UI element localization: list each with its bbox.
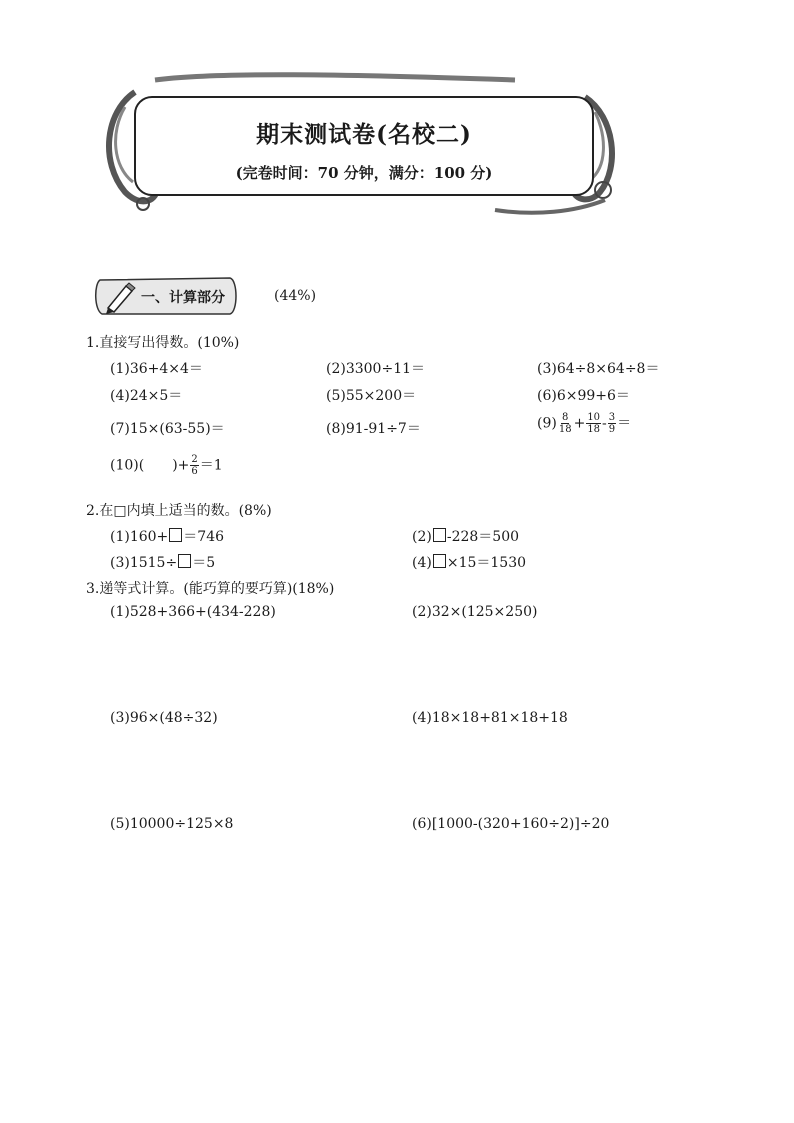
q3-item-6: (6)[1000-(320+160÷2)]÷20 [412, 816, 610, 832]
fraction-2-6: $\frac{2}{6}$ [191, 454, 198, 477]
q3-item-4: (4)18×18+81×18+18 [412, 710, 568, 726]
equals-sign: ＝ [617, 415, 632, 432]
exam-subtitle: (完卷时间：70 分钟，满分：100 分) [235, 164, 493, 182]
plus-sign: + [573, 415, 586, 432]
q1-item-6: (6)6×99+6＝ [537, 388, 630, 404]
answer-box [433, 554, 446, 568]
title-banner [134, 96, 594, 196]
q1-title: 1.直接写出得数。(10%) [86, 335, 240, 351]
q1-item-10-result: ＝1 [199, 457, 223, 474]
q2-title: 2.在□内填上适当的数。(8%) [86, 503, 272, 519]
q2-item-4: (4) ×15＝1530 [412, 555, 527, 571]
section-percent: (44%) [274, 288, 317, 304]
q1-item-8: (8)91-91÷7＝ [326, 421, 421, 437]
q2-item-3: (3)1515÷ ＝5 [110, 555, 216, 571]
q1-item-5: (5)55×200＝ [326, 388, 417, 404]
q1-item-10-label: (10)( )+ [110, 457, 190, 474]
q3-item-2: (2)32×(125×250) [412, 604, 538, 620]
fraction-10-18: $\frac{10}{18}$ [587, 412, 601, 435]
answer-box [178, 554, 191, 568]
q3-item-3: (3)96×(48÷32) [110, 710, 218, 726]
q3-item-1: (1)528+366+(434-228) [110, 604, 276, 620]
q1-item-9 [537, 412, 631, 435]
q1-item-1: (1)36+4×4＝ [110, 361, 203, 377]
minus-sign: - [602, 415, 607, 432]
q1-item-3: (3)64÷8×64÷8＝ [537, 361, 660, 377]
q2-item-1: (1)160+ ＝746 [110, 529, 225, 545]
q1-item-9-label: (9) [537, 415, 557, 432]
q2-item-2: (2) -228＝500 [412, 529, 520, 545]
q1-item-10 [110, 454, 223, 477]
answer-box [433, 528, 446, 542]
answer-box [169, 528, 182, 542]
q1-item-7: (7)15×(63-55)＝ [110, 421, 225, 437]
fraction-8-18: $\frac{8}{18}$ [558, 412, 572, 435]
q1-item-4: (4)24×5＝ [110, 388, 183, 404]
q3-item-5: (5)10000÷125×8 [110, 816, 234, 832]
section-badge-label: 一、计算部分 [141, 290, 225, 306]
fraction-3-9: $\frac{3}{9}$ [608, 412, 616, 435]
q3-title: 3.递等式计算。(能巧算的要巧算)(18%) [86, 581, 335, 597]
q1-item-2: (2)3300÷11＝ [326, 361, 426, 377]
exam-title: 期末测试卷(名校二) [256, 121, 472, 148]
